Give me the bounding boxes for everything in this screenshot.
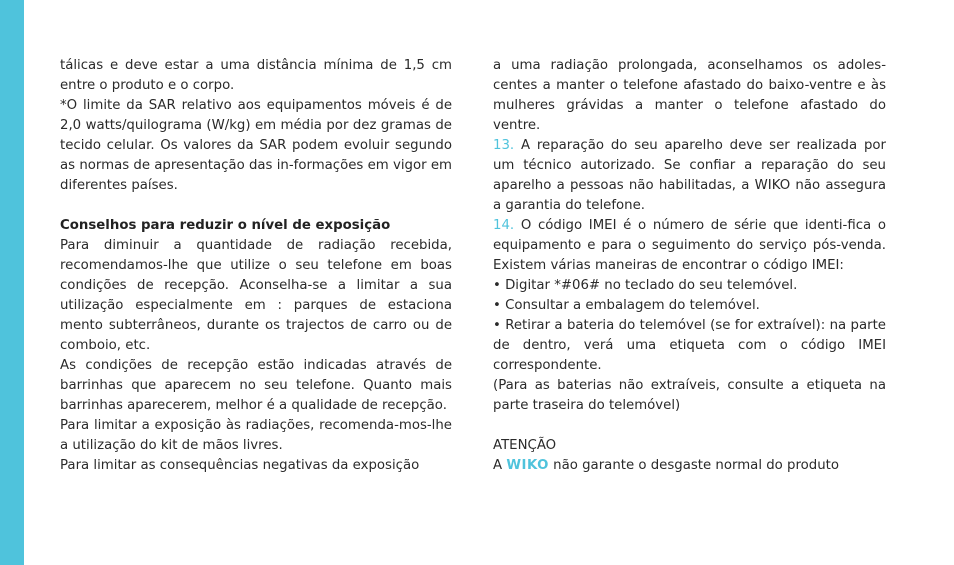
bullet-battery: • Retirar a bateria do telemóvel (se for extraível): na parte de dentro, verá uma etiqueta com o código IMEI correspondente.: [493, 318, 886, 373]
paragraph-negative-effects: Para limitar as consequências negativas da exposição: [60, 458, 420, 473]
brand-name: WIKO: [506, 458, 549, 473]
item-14: [493, 216, 886, 276]
spacer: [60, 196, 452, 216]
bullet-packaging: • Consultar a embalagem do telemóvel.: [493, 298, 760, 313]
paragraph-distance: tálicas e deve estar a uma distância mínima de 1,5 cm entre o produto e o corpo.: [60, 58, 452, 93]
paragraph-reception: Para diminuir a quantidade de radiação recebida, recomendamos-lhe que utilize o seu telefone em boas condições de recepção. Aconselha-se a limitar a sua utilização especialmente em : parques de estaciona mento subterrâneos, durante os trajectos de carro ou de comboio, etc.: [60, 238, 452, 353]
right-column: [493, 56, 886, 476]
item-13-text: A reparação do seu aparelho deve ser realizada por um técnico autorizado. Se confiar a reparação do seu aparelho a pessoas não habilitadas, a WIKO não assegura a garantia do telefone.: [493, 138, 886, 213]
item-13-number: 13.: [493, 138, 515, 153]
paragraph-prolonged-radiation: a uma radiação prolongada, aconselhamos os adoles-centes a manter o telefone afastado do baixo-ventre e às mulheres grávidas a manter o telefone afastado do ventre.: [493, 58, 886, 133]
attention-heading: ATENÇÃO: [493, 438, 557, 453]
paragraph-non-removable-note: (Para as baterias não extraíveis, consulte a etiqueta na parte traseira do telemóvel): [493, 378, 886, 413]
paragraph-sar-limit: *O limite da SAR relativo aos equipamentos móveis é de 2,0 watts/quilograma (W/kg) em média por dez gramas de tecido celular. Os valores da SAR podem evoluir segundo as normas de apresentação das in-formações em vigor em diferentes países.: [60, 98, 452, 193]
item-13: [493, 136, 886, 216]
item-14-number: 14.: [493, 218, 515, 233]
section-heading-exposure: Conselhos para reduzir o nível de exposição: [60, 218, 391, 233]
bullet-dial-code: • Digitar *#06# no teclado do seu telemóvel.: [493, 278, 798, 293]
left-column: [60, 56, 452, 476]
accent-stripe: [0, 0, 24, 565]
item-14-text: O código IMEI é o número de série que identi-fica o equipamento e para o seguimento do serviço pós-venda. Existem várias maneiras de encontrar o código IMEI:: [493, 218, 886, 273]
paragraph-handsfree: Para limitar a exposição às radiações, recomenda-mos-lhe a utilização do kit de mãos livres.: [60, 418, 452, 453]
attention-text: A WIKO não garante o desgaste normal do produto: [493, 458, 840, 473]
paragraph-bars: As condições de recepção estão indicadas através de barrinhas que aparecem no seu telefone. Quanto mais barrinhas aparecerem, melhor é a qualidade de recepção.: [60, 358, 452, 413]
spacer: [493, 416, 886, 436]
